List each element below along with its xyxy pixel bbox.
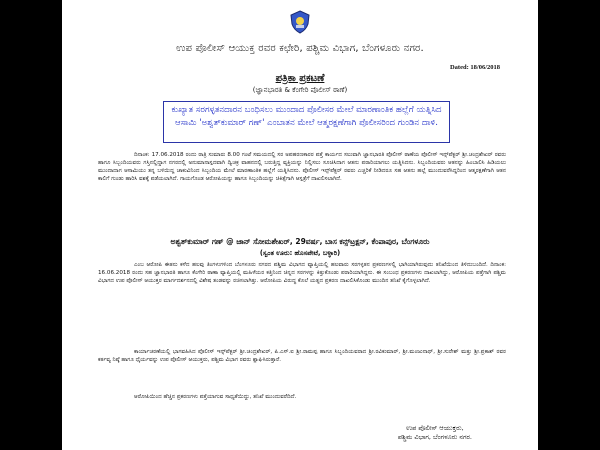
signature-line-2: ಪಶ್ಚಿಮ ವಿಭಾಗ, ಬೆಂಗಳೂರು ನಗರ. [397,433,472,441]
press-release-page [62,0,538,450]
paragraph-4: ಆರೋಪಿಯಿಂದ ಹೆಚ್ಚಿನ ಪ್ರಕರಣಗಳು ಪತ್ತೆಯಾಗುವ ಸಾಧ್ಯತೆಯಿದ್ದು, ತನಿಖೆ ಮುಂದುವರೆದಿದೆ. [134,394,297,400]
headline-box [163,101,450,143]
signature-block [398,424,472,442]
accused-address: (ಸ್ವಂತ ಊರು: ಹೊಸಪೇಟೆ, ಬಳ್ಳಾರಿ) [259,249,341,257]
office-header: ಉಪ ಪೊಲೀಸ್ ಆಯುಕ್ತ ರವರ ಕಛೇರಿ, ಪಶ್ಚಿಮ ವಿಭಾಗ, ಬೆಂಗಳೂರು ನಗರ. [176,43,424,54]
police-emblem-logo [289,10,311,34]
press-release-subtitle: (ಜ್ಞಾನಭಾರತಿ & ಕೆಂಗೇರಿ ಪೊಲೀಸ್ ಠಾಣೆ) [252,86,348,94]
signature-line-1: ಉಪ ಪೊಲೀಸ್ ಆಯುಕ್ತರು, [406,424,464,432]
release-date: Dated: 18/06/2018 [449,64,500,71]
paragraph-1: ದಿನಾಂಕ: 17.06.2018 ರಂದು ರಾತ್ರಿ ಸುಮಾರು 8.00 ಗಂಟೆ ಸಮಯದಲ್ಲಿ ಸರ ಅಪಹರಣಕಾರರ ಪತ್ತೆ ಕಾರ್ಯದ ಸಲುವಾಗಿ ಜ್ಞಾನಭಾರತಿ ಪೊಲೀಸ್ ಠಾಣೆಯ ಪೊಲೀಸ್ ಇನ್ಸ್‌ಪೆಕ್ಟರ್ ಶ್ರೀ.ಚಂದ್ರಶೇಖರ್ ರವರು ಹಾಗೂ ಸಿಬ್ಬಂದಿಯವರು ಗಸ್ತಿನಲ್ಲಿದ್ದಾಗ ನಗರದಲ್ಲಿ ಅನುಮಾನಾಸ್ಪದವಾಗಿ ದ್ವಿಚಕ್ರ ವಾಹನದಲ್ಲಿ ಬರುತ್ತಿದ್ದ ವ್ಯಕ್ತಿಯನ್ನು ನಿಲ್ಲಿಸಲು ಸೂಚಿಸಿದಾಗ ಆತನು ಪರಾರಿಯಾಗಲು ಯತ್ನಿಸಿದನು. ಸಿಬ್ಬಂದಿಯವರು ಆತನನ್ನು ಹಿಂಬಾಲಿಸಿ ಹಿಡಿಯಲು ಮುಂದಾದಾಗ ಆಸಾಮಿಯು ತನ್ನ ಬಳಿಯಿದ್ದ ಚಾಕುವಿನಿಂದ ಸಿಬ್ಬಂದಿಯ ಮೇಲೆ ಮಾರಣಾಂತಿಕ ಹಲ್ಲೆಗೆ ಯತ್ನಿಸಿದನು. ಪೊಲೀಸ್ ಇನ್ಸ್‌ಪೆಕ್ಟರ್ ರವರು ಎಚ್ಚರಿಕೆ ನೀಡಿದರೂ ಸಹ ಆತನು ಹಲ್ಲೆ ಮುಂದುವರೆಸಿದ್ದರಿಂದ ಆತ್ಮರಕ್ಷಣೆಗಾಗಿ ಆತನ ಕಾಲಿಗೆ ಗುಂಡು ಹಾರಿಸಿ ವಶಕ್ಕೆ ಪಡೆಯಲಾಗಿದೆ. ಗಾಯಗೊಂಡ ಆರೋಪಿಯನ್ನು ಹಾಗೂ ಸಿಬ್ಬಂದಿಯನ್ನು ಚಿಕಿತ್ಸೆಗಾಗಿ ಆಸ್ಪತ್ರೆಗೆ ದಾಖಲಿಸಲಾಗಿದೆ. [98,152,506,183]
press-release-title: ಪತ್ರಿಕಾ ಪ್ರಕಟಣೆ [275,73,325,84]
paragraph-2: ಎಂಬ ಆರೋಪಿ ಈತನು ಕಳೆದ ಹಲವು ತಿಂಗಳುಗಳಿಂದ ಬೆಂಗಳೂರು ನಗರದ ಪಶ್ಚಿಮ ವಿಭಾಗದ ವ್ಯಾಪ್ತಿಯಲ್ಲಿ ಹಲವಾರು ಸರಗಳ್ಳತನ ಪ್ರಕರಣಗಳಲ್ಲಿ ಭಾಗಿಯಾಗಿರುವುದು ತನಿಖೆಯಿಂದ ತಿಳಿದುಬಂದಿದೆ. ದಿನಾಂಕ: 16.06.2018 ರಂದು ಸಹ ಜ್ಞಾನಭಾರತಿ ಹಾಗೂ ಕೆಂಗೇರಿ ಠಾಣಾ ವ್ಯಾಪ್ತಿಯಲ್ಲಿ ಮಹಿಳೆಯರ ಕತ್ತಿನಿಂದ ಚಿನ್ನದ ಸರಗಳನ್ನು ಕಿತ್ತುಕೊಂಡು ಪರಾರಿಯಾಗಿದ್ದನು. ಈ ಸಂಬಂಧ ಪ್ರಕರಣಗಳು ದಾಖಲಾಗಿದ್ದು, ಆರೋಪಿಯ ಪತ್ತೆಗಾಗಿ ಪಶ್ಚಿಮ ವಿಭಾಗದ ಉಪ ಪೊಲೀಸ್ ಆಯುಕ್ತರ ಮಾರ್ಗದರ್ಶನದಲ್ಲಿ ವಿಶೇಷ ತಂಡವನ್ನು ರಚಿಸಲಾಗಿತ್ತು. ಆರೋಪಿಯ ವಿರುದ್ಧ ಕೊಲೆ ಯತ್ನದ ಪ್ರಕರಣ ದಾಖಲಿಸಿಕೊಂಡು ಮುಂದಿನ ತನಿಖೆ ಕೈಗೊಳ್ಳಲಾಗಿದೆ. [98,262,506,285]
accused-name: ಅಶ್ವತ್‌ಕುಮಾರ್ ಗಣ್ @ ಜಾನ್ ಸೋಮಶೇಖರ್, 29ವರ್ಷ, ಬಾಸ ಕನ್ಸ್‌ಟ್ರಕ್ಷನ್, ಕೆಂಪಾಪುರ, ಬೆಂಗಳೂರು [170,237,430,246]
headline-text: ಕುಖ್ಯಾತ ಸರಗಳ್ಳತನದಾರನ ಬಂಧಿಸಲು ಮುಂದಾದ ಪೊಲೀಸರ ಮೇಲೆ ಮಾರಣಾಂತಿಕ ಹಲ್ಲೆಗೆ ಯತ್ನಿಸಿದ ಆಸಾಮಿ 'ಅಶ್ವತ್‌ಕುಮಾರ್ ಗಣ್' ಎಂಬಾತನ ಮೇಲೆ ಆತ್ಮರಕ್ಷಣೆಗಾಗಿ ಪೊಲೀಸರಿಂದ ಗುಂಡಿನ ದಾಳಿ. [171,105,442,128]
paragraph-3: ಕಾರ್ಯಾಚರಣೆಯಲ್ಲಿ ಭಾಗವಹಿಸಿದ ಪೊಲೀಸ್ ಇನ್ಸ್‌ಪೆಕ್ಟರ್ ಶ್ರೀ.ಚಂದ್ರಶೇಖರ್, ಪಿ.ಎಸ್.ಐ ಶ್ರೀ.ರಾಮಪ್ಪ ಹಾಗೂ ಸಿಬ್ಬಂದಿಯವರಾದ ಶ್ರೀ.ರವಿಕುಮಾರ್, ಶ್ರೀ.ಮಂಜುನಾಥ್, ಶ್ರೀ.ಸುರೇಶ್ ಮತ್ತು ಶ್ರೀ.ಪ್ರಕಾಶ್ ರವರ ಕರ್ತವ್ಯ ನಿಷ್ಠೆ ಹಾಗೂ ಧೈರ್ಯವನ್ನು ಉಪ ಪೊಲೀಸ್ ಆಯುಕ್ತರು, ಪಶ್ಚಿಮ ವಿಭಾಗ ರವರು ಶ್ಲಾಘಿಸಿರುತ್ತಾರೆ. [98,349,506,364]
